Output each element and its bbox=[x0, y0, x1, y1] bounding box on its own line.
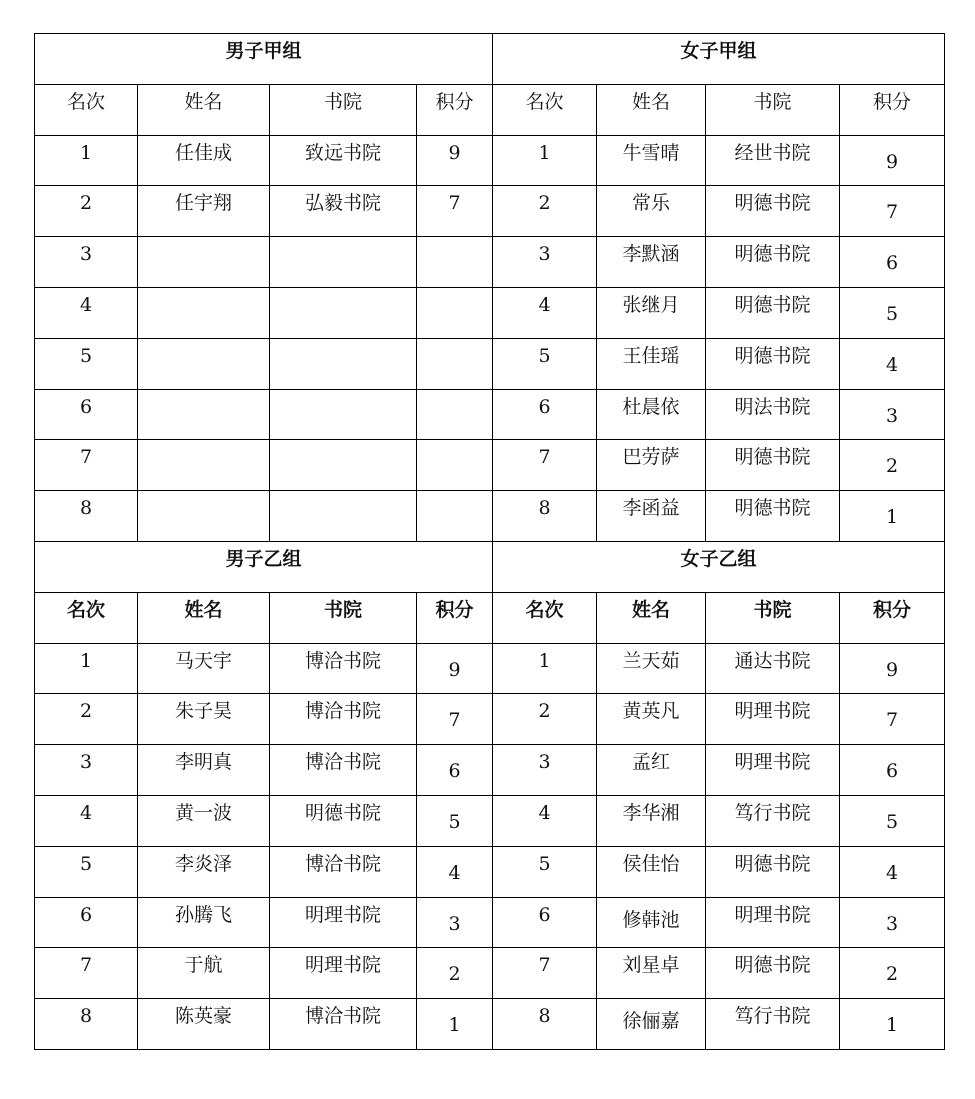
table-row bbox=[35, 999, 945, 1050]
college-cell: 博洽书院 bbox=[270, 745, 417, 796]
points-cell: 5 bbox=[840, 287, 945, 338]
group-title-row bbox=[35, 541, 945, 592]
college-cell: 明德书院 bbox=[706, 491, 840, 542]
name-cell bbox=[138, 389, 270, 440]
college-cell: 博洽书院 bbox=[270, 999, 417, 1050]
table-row bbox=[35, 745, 945, 796]
group-title: 女子乙组 bbox=[493, 541, 945, 592]
college-cell: 明理书院 bbox=[706, 745, 840, 796]
points-cell: 9 bbox=[840, 643, 945, 694]
rank-cell: 8 bbox=[493, 491, 597, 542]
rank-cell: 3 bbox=[493, 237, 597, 288]
name-cell: 常乐 bbox=[597, 186, 706, 237]
points-cell: 3 bbox=[840, 897, 945, 948]
rank-cell: 3 bbox=[35, 745, 138, 796]
points-header: 积分 bbox=[840, 592, 945, 643]
college-cell: 笃行书院 bbox=[706, 795, 840, 846]
rank-cell: 7 bbox=[35, 440, 138, 491]
name-cell: 黄英凡 bbox=[597, 694, 706, 745]
points-cell: 3 bbox=[417, 897, 493, 948]
name-cell: 李明真 bbox=[138, 745, 270, 796]
name-cell: 孙腾飞 bbox=[138, 897, 270, 948]
name-header: 姓名 bbox=[597, 84, 706, 135]
standings-table bbox=[34, 33, 945, 1050]
name-cell: 张继月 bbox=[597, 287, 706, 338]
points-cell: 7 bbox=[417, 186, 493, 237]
name-cell bbox=[138, 440, 270, 491]
name-cell: 朱子昊 bbox=[138, 694, 270, 745]
college-cell bbox=[270, 491, 417, 542]
college-header: 书院 bbox=[706, 592, 840, 643]
rank-cell: 1 bbox=[493, 643, 597, 694]
name-cell: 侯佳怡 bbox=[597, 846, 706, 897]
rank-cell: 4 bbox=[35, 287, 138, 338]
name-cell bbox=[138, 491, 270, 542]
table-row bbox=[35, 186, 945, 237]
points-cell: 6 bbox=[840, 237, 945, 288]
rank-cell: 4 bbox=[35, 795, 138, 846]
table-row bbox=[35, 440, 945, 491]
group-title: 男子甲组 bbox=[35, 34, 493, 85]
points-cell: 7 bbox=[417, 694, 493, 745]
table-row bbox=[35, 338, 945, 389]
college-cell: 明法书院 bbox=[706, 389, 840, 440]
rank-cell: 3 bbox=[35, 237, 138, 288]
college-cell: 明德书院 bbox=[706, 237, 840, 288]
table-row bbox=[35, 795, 945, 846]
points-cell: 6 bbox=[840, 745, 945, 796]
college-cell bbox=[270, 338, 417, 389]
name-cell: 于航 bbox=[138, 948, 270, 999]
points-cell bbox=[417, 338, 493, 389]
table-row bbox=[35, 897, 945, 948]
points-cell: 2 bbox=[417, 948, 493, 999]
group-title-row bbox=[35, 34, 945, 85]
rank-header: 名次 bbox=[35, 84, 138, 135]
name-cell: 马天宇 bbox=[138, 643, 270, 694]
college-header: 书院 bbox=[706, 84, 840, 135]
rank-cell: 5 bbox=[35, 338, 138, 389]
rank-cell: 8 bbox=[35, 491, 138, 542]
points-cell: 7 bbox=[840, 694, 945, 745]
college-cell: 明理书院 bbox=[706, 897, 840, 948]
points-cell: 5 bbox=[417, 795, 493, 846]
rank-cell: 6 bbox=[493, 389, 597, 440]
college-cell: 博洽书院 bbox=[270, 846, 417, 897]
college-cell bbox=[270, 237, 417, 288]
name-cell: 徐俪嘉 bbox=[597, 999, 706, 1050]
name-header: 姓名 bbox=[597, 592, 706, 643]
name-cell: 刘星卓 bbox=[597, 948, 706, 999]
points-cell: 9 bbox=[417, 643, 493, 694]
group-title: 男子乙组 bbox=[35, 541, 493, 592]
college-cell: 明德书院 bbox=[706, 186, 840, 237]
name-header: 姓名 bbox=[138, 84, 270, 135]
rank-cell: 1 bbox=[35, 135, 138, 186]
points-header: 积分 bbox=[417, 592, 493, 643]
points-cell: 5 bbox=[840, 795, 945, 846]
table-row bbox=[35, 287, 945, 338]
college-cell: 经世书院 bbox=[706, 135, 840, 186]
college-cell: 致远书院 bbox=[270, 135, 417, 186]
rank-cell: 5 bbox=[35, 846, 138, 897]
rank-cell: 4 bbox=[493, 795, 597, 846]
name-cell: 李华湘 bbox=[597, 795, 706, 846]
rank-cell: 8 bbox=[35, 999, 138, 1050]
points-cell: 7 bbox=[840, 186, 945, 237]
college-cell: 明理书院 bbox=[270, 948, 417, 999]
table-row bbox=[35, 389, 945, 440]
rank-cell: 5 bbox=[493, 338, 597, 389]
name-cell: 任宇翔 bbox=[138, 186, 270, 237]
name-cell: 王佳瑶 bbox=[597, 338, 706, 389]
points-cell: 2 bbox=[840, 948, 945, 999]
points-cell bbox=[417, 287, 493, 338]
college-cell: 明德书院 bbox=[270, 795, 417, 846]
column-header-row bbox=[35, 592, 945, 643]
name-cell: 牛雪晴 bbox=[597, 135, 706, 186]
rank-cell: 5 bbox=[493, 846, 597, 897]
college-header: 书院 bbox=[270, 592, 417, 643]
college-cell: 明德书院 bbox=[706, 287, 840, 338]
rank-cell: 1 bbox=[493, 135, 597, 186]
name-cell: 杜晨依 bbox=[597, 389, 706, 440]
points-cell: 9 bbox=[840, 135, 945, 186]
points-cell: 9 bbox=[417, 135, 493, 186]
rank-cell: 6 bbox=[35, 897, 138, 948]
name-cell: 孟红 bbox=[597, 745, 706, 796]
points-cell bbox=[417, 440, 493, 491]
name-cell bbox=[138, 237, 270, 288]
college-cell: 博洽书院 bbox=[270, 643, 417, 694]
rank-cell: 2 bbox=[35, 694, 138, 745]
points-cell: 2 bbox=[840, 440, 945, 491]
points-cell: 1 bbox=[417, 999, 493, 1050]
rank-header: 名次 bbox=[35, 592, 138, 643]
table-row bbox=[35, 643, 945, 694]
table-row bbox=[35, 694, 945, 745]
column-header-row bbox=[35, 84, 945, 135]
table-row bbox=[35, 491, 945, 542]
points-cell: 1 bbox=[840, 491, 945, 542]
points-header: 积分 bbox=[417, 84, 493, 135]
name-cell: 修韩池 bbox=[597, 897, 706, 948]
rank-cell: 4 bbox=[493, 287, 597, 338]
table-row bbox=[35, 135, 945, 186]
college-cell: 明德书院 bbox=[706, 948, 840, 999]
table-row bbox=[35, 846, 945, 897]
rank-cell: 8 bbox=[493, 999, 597, 1050]
rank-cell: 7 bbox=[493, 948, 597, 999]
college-cell bbox=[270, 389, 417, 440]
points-cell bbox=[417, 491, 493, 542]
college-cell: 通达书院 bbox=[706, 643, 840, 694]
points-cell: 6 bbox=[417, 745, 493, 796]
rank-cell: 2 bbox=[493, 694, 597, 745]
points-cell: 1 bbox=[840, 999, 945, 1050]
name-cell: 陈英豪 bbox=[138, 999, 270, 1050]
table-row bbox=[35, 948, 945, 999]
college-cell: 明理书院 bbox=[706, 694, 840, 745]
college-header: 书院 bbox=[270, 84, 417, 135]
points-cell: 4 bbox=[417, 846, 493, 897]
name-cell: 任佳成 bbox=[138, 135, 270, 186]
points-cell bbox=[417, 389, 493, 440]
name-cell: 李炎泽 bbox=[138, 846, 270, 897]
name-cell bbox=[138, 287, 270, 338]
name-cell: 巴劳萨 bbox=[597, 440, 706, 491]
rank-cell: 3 bbox=[493, 745, 597, 796]
name-cell: 兰天茹 bbox=[597, 643, 706, 694]
name-cell: 李函益 bbox=[597, 491, 706, 542]
group-title: 女子甲组 bbox=[493, 34, 945, 85]
rank-cell: 7 bbox=[493, 440, 597, 491]
college-cell bbox=[270, 440, 417, 491]
rank-cell: 2 bbox=[35, 186, 138, 237]
points-cell: 4 bbox=[840, 846, 945, 897]
rank-header: 名次 bbox=[493, 84, 597, 135]
table-row bbox=[35, 237, 945, 288]
name-cell: 李默涵 bbox=[597, 237, 706, 288]
points-cell: 4 bbox=[840, 338, 945, 389]
college-cell: 弘毅书院 bbox=[270, 186, 417, 237]
college-cell: 明德书院 bbox=[706, 846, 840, 897]
rank-cell: 1 bbox=[35, 643, 138, 694]
rank-cell: 2 bbox=[493, 186, 597, 237]
rank-header: 名次 bbox=[493, 592, 597, 643]
rank-cell: 6 bbox=[493, 897, 597, 948]
college-cell: 博洽书院 bbox=[270, 694, 417, 745]
name-header: 姓名 bbox=[138, 592, 270, 643]
college-cell: 明理书院 bbox=[270, 897, 417, 948]
college-cell: 笃行书院 bbox=[706, 999, 840, 1050]
college-cell: 明德书院 bbox=[706, 440, 840, 491]
college-cell bbox=[270, 287, 417, 338]
name-cell bbox=[138, 338, 270, 389]
name-cell: 黄一波 bbox=[138, 795, 270, 846]
rank-cell: 7 bbox=[35, 948, 138, 999]
college-cell: 明德书院 bbox=[706, 338, 840, 389]
points-header: 积分 bbox=[840, 84, 945, 135]
points-cell: 3 bbox=[840, 389, 945, 440]
points-cell bbox=[417, 237, 493, 288]
rank-cell: 6 bbox=[35, 389, 138, 440]
